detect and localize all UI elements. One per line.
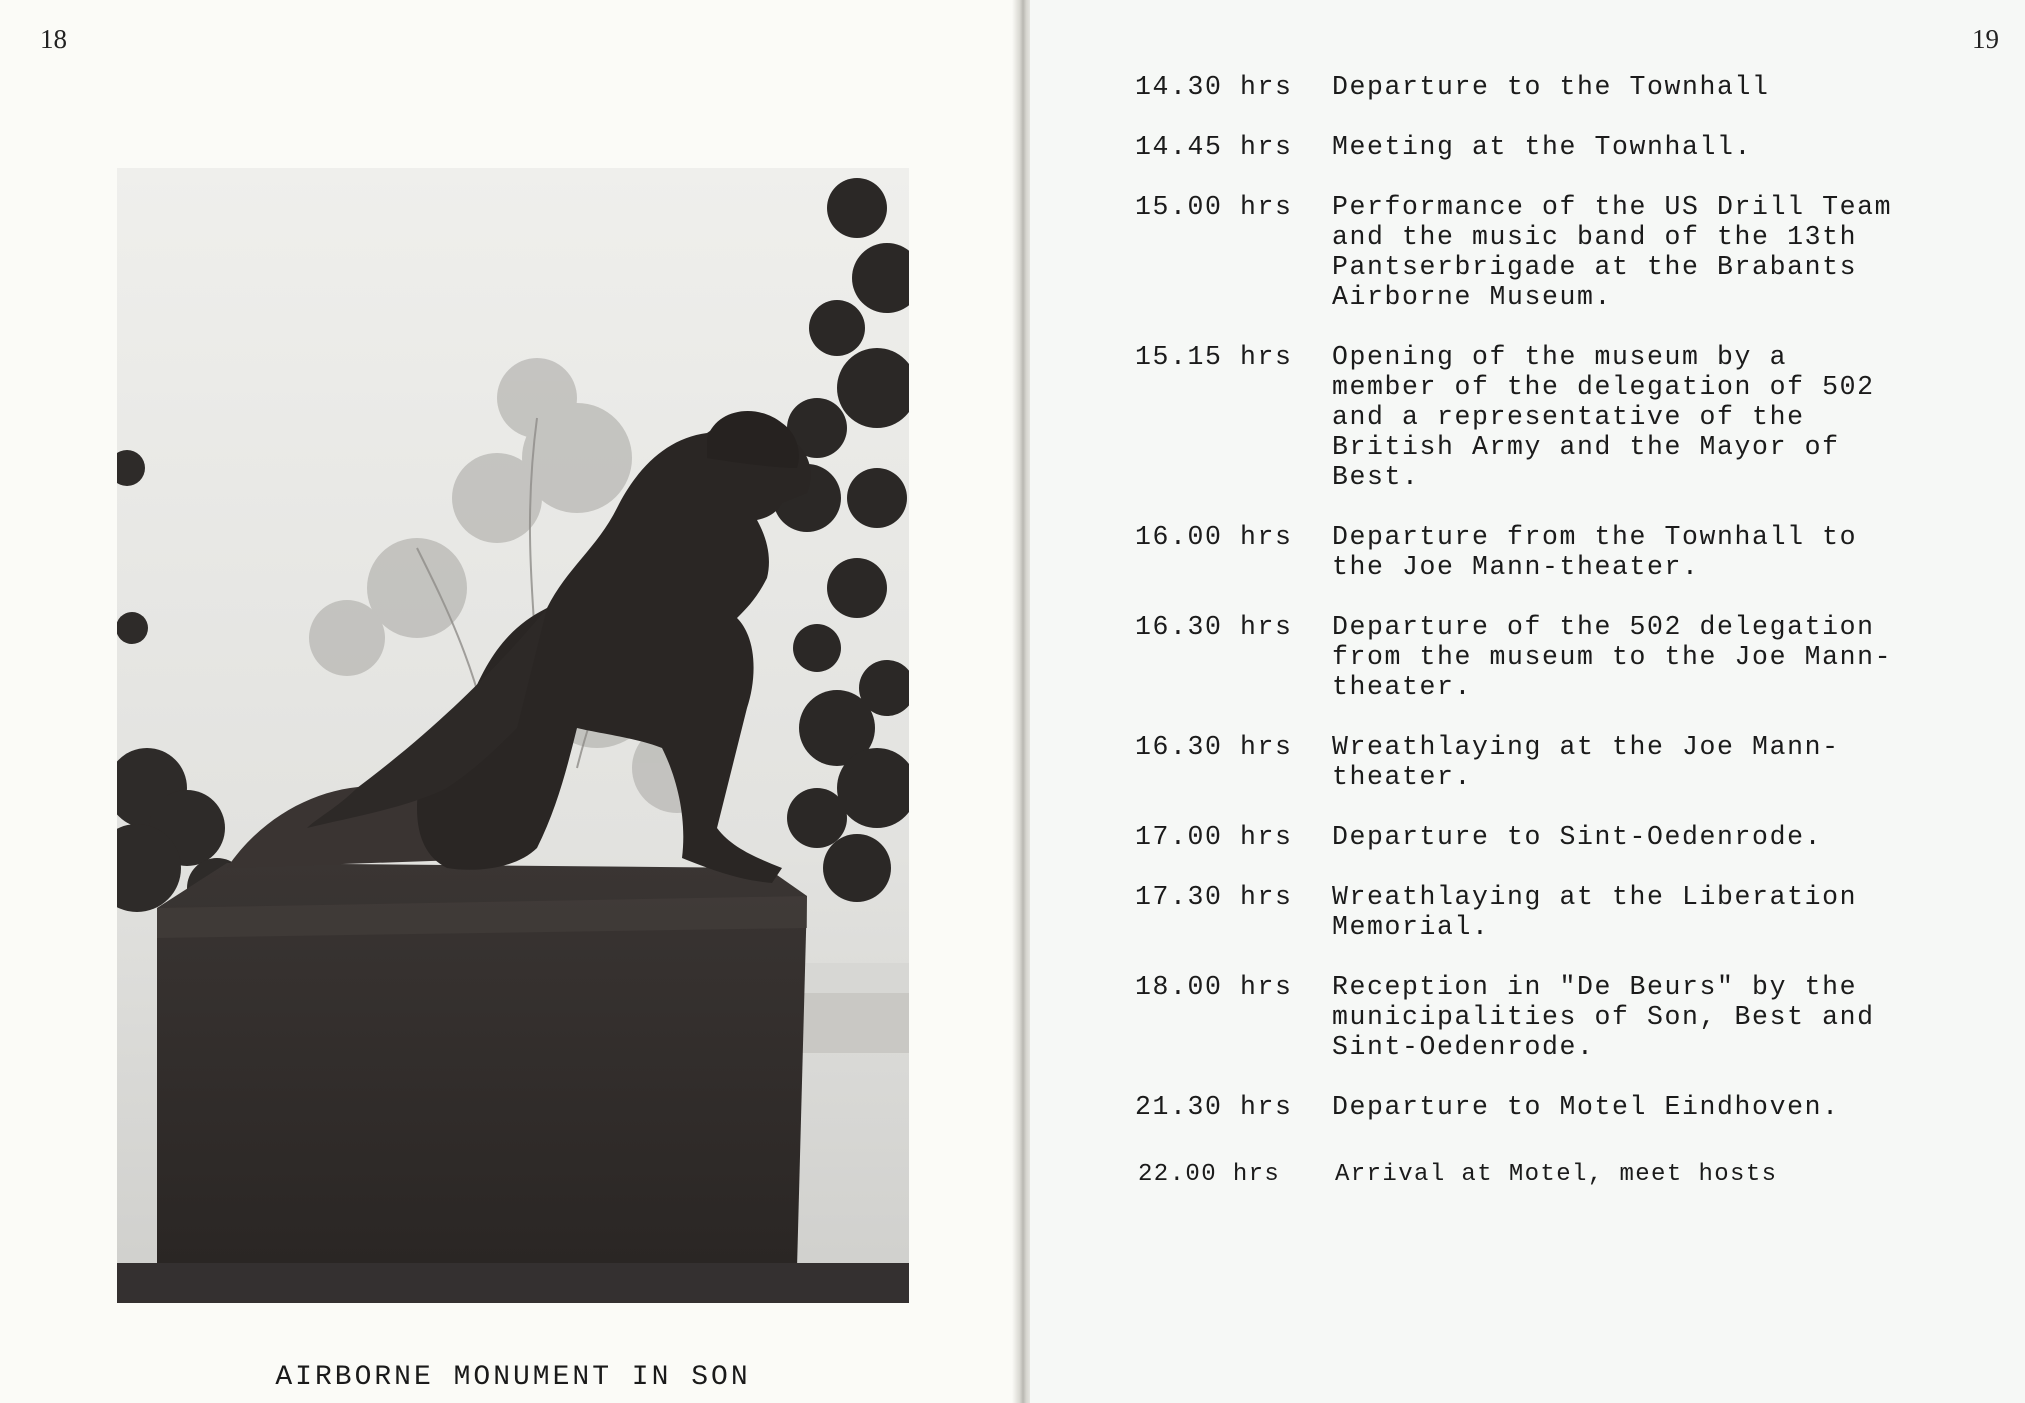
schedule-row xyxy=(1135,882,1935,942)
page-number-right: 19 xyxy=(1972,24,1999,54)
schedule-description: Performance of the US Drill Team and the music band of the 13th Pantserbrigade at the Brabants Airborne Museum. xyxy=(1332,192,1893,312)
schedule-row xyxy=(1135,822,1935,852)
schedule-description: Wreathlaying at the Joe Mann- theater. xyxy=(1332,732,1840,792)
schedule-time: 14.45 hrs xyxy=(1135,132,1293,162)
schedule-row xyxy=(1135,192,1935,312)
schedule-description: Departure of the 502 delegation from the museum to the Joe Mann- theater. xyxy=(1332,612,1893,702)
photo-caption: AIRBORNE MONUMENT IN SON xyxy=(275,1362,751,1393)
schedule-time: 15.00 hrs xyxy=(1135,192,1293,222)
schedule-description: Arrival at Motel, meet hosts xyxy=(1335,1161,1778,1188)
schedule-time: 16.30 hrs xyxy=(1135,612,1293,642)
schedule-row xyxy=(1135,132,1935,162)
schedule-time: 14.30 hrs xyxy=(1135,72,1293,102)
schedule-time: 17.00 hrs xyxy=(1135,822,1293,852)
page-number-left: 18 xyxy=(40,24,67,54)
schedule-description: Meeting at the Townhall. xyxy=(1332,132,1753,162)
schedule-row xyxy=(1135,342,1935,492)
schedule-description: Departure to the Townhall xyxy=(1332,72,1770,102)
schedule-description: Departure from the Townhall to the Joe Mann-theater. xyxy=(1332,522,1858,582)
schedule-row xyxy=(1135,1092,1935,1122)
program-schedule xyxy=(1135,72,1935,1190)
schedule-time: 21.30 hrs xyxy=(1135,1092,1293,1122)
schedule-description: Departure to Motel Eindhoven. xyxy=(1332,1092,1840,1122)
schedule-row xyxy=(1135,612,1935,702)
monument-photo-illustration xyxy=(117,168,909,1303)
schedule-time: 16.30 hrs xyxy=(1135,732,1293,762)
schedule-time: 18.00 hrs xyxy=(1135,972,1293,1002)
schedule-description: Reception in "De Beurs" by the municipalities of Son, Best and Sint-Oedenrode. xyxy=(1332,972,1875,1062)
schedule-time: 17.30 hrs xyxy=(1135,882,1293,912)
schedule-description: Opening of the museum by a member of the delegation of 502 and a representative of the British Army and the Mayor of Best. xyxy=(1332,342,1875,492)
schedule-row xyxy=(1135,972,1935,1062)
schedule-description: Wreathlaying at the Liberation Memorial. xyxy=(1332,882,1858,942)
schedule-row xyxy=(1135,72,1935,102)
schedule-row xyxy=(1135,732,1935,792)
schedule-time: 22.00 hrs xyxy=(1138,1161,1281,1188)
schedule-row xyxy=(1135,1160,1935,1190)
schedule-description: Departure to Sint-Oedenrode. xyxy=(1332,822,1823,852)
monument-photo xyxy=(117,168,909,1303)
schedule-time: 16.00 hrs xyxy=(1135,522,1293,552)
schedule-time: 15.15 hrs xyxy=(1135,342,1293,372)
schedule-row xyxy=(1135,522,1935,582)
